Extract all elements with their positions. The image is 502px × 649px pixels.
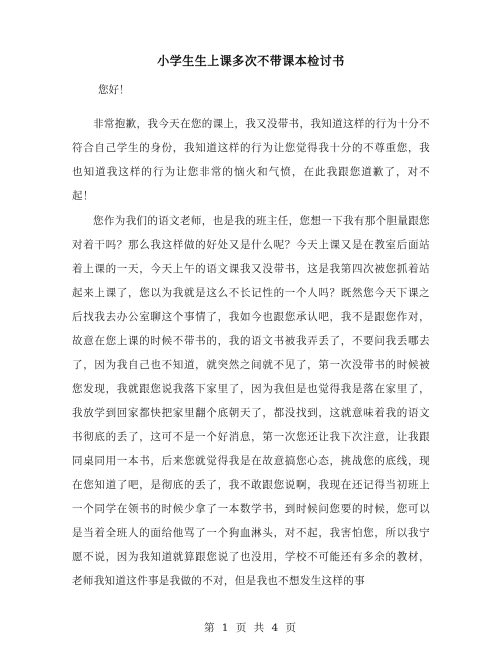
paragraph-2: 您作为我们的语文老师，也是我的班主任，您想一下我有那个胆量跟您对着干吗？那么我这样做的好处又是什么呢？今天上课又是在教室后面站着上课的一天，今天上午的语文课我又没带书，这是我第四次被您抓着站起来上课了，您以为我就是这么不长记性的一个人吗？既然您今天下课之后找我去办公室聊这个事情了，我如今也跟您承认吧，我不是跟您作对，故意在您上课的时候不带书的，我的语文书被我弄丢了，不要问我丢哪去了，因为我自己也不知道，就突然之间就不见了，第一次没带书的时候被您发现，我就跟您说我落下家里了，因为我但是也觉得我是落在家里了，我放学到回家都快把家里翻个底朝天了，都没找到，这就意味着我的语文书彻底的丢了，这可不是一个好消息，第一次您还让我下次注意，让我跟同桌同用一本书，后来您就觉得我是在故意搞您心态，挑战您的底线，现在您知道了吧，是彻底的丢了，我不敢跟您说啊，我现在还记得当初班上一个同学在领书的时候少拿了一本数学书，到时候问您要的时候，您可以是当着全班人的面给他骂了一个狗血淋头，对不起，我害怕您，所以我宁愿不说，因为我知道就算跟您说了也没用，学校不可能还有多余的教材，老师我知道这件事是我做的不对，但是我也不想发生这样的事 [72, 215, 430, 587]
paragraph-1: 非常抱歉，我今天在您的课上，我又没带书，我知道这样的行为十分不符合自己学生的身份，我知道这样的行为让您觉得我十分的不尊重您，我也知道我这样的行为让您非常的恼火和气愤，在此我跟您道歉了，对不起！ [72, 118, 430, 202]
page-footer: 第 1 页 共 4 页 [203, 622, 299, 634]
greeting: 您好！ [98, 84, 130, 96]
document-title: 小学生生上课多次不带课本检讨书 [157, 54, 345, 68]
